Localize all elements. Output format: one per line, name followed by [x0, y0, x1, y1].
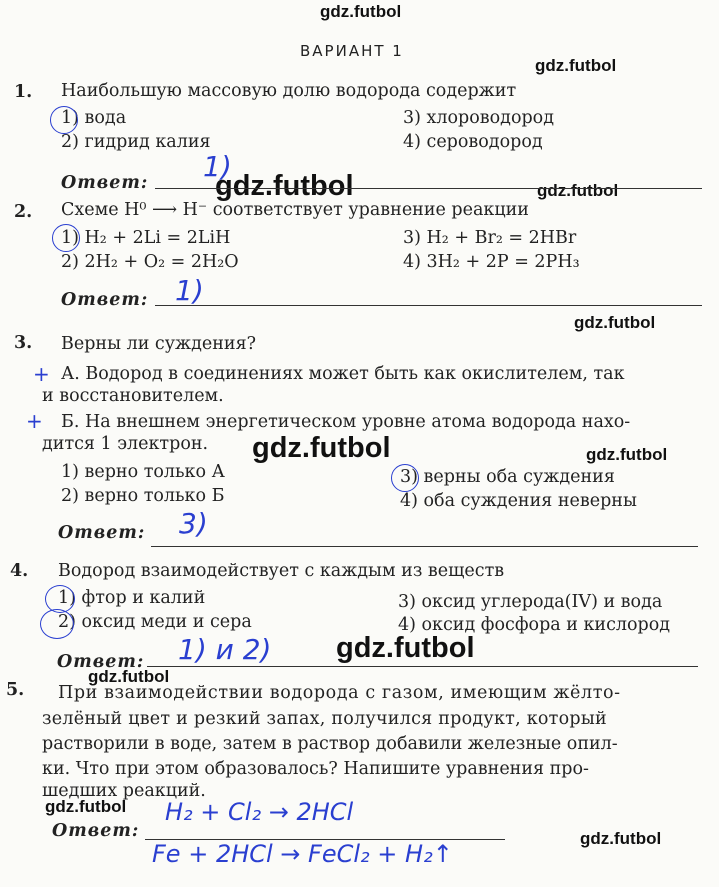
- answer-circle: [50, 106, 78, 134]
- option: 4) оба суждения неверны: [400, 491, 637, 511]
- statement-text: Б. На внешнем энергетическом уровне атома водорода нахо-: [61, 412, 631, 432]
- answer-line: [151, 546, 698, 547]
- option: 4) оксид фосфора и кислород: [398, 615, 671, 635]
- statement-text: А. Водород в соединениях может быть как окислителем, так: [61, 364, 625, 384]
- question-text-line: шедших реакций.: [42, 781, 206, 801]
- option: 1) вода: [61, 108, 127, 128]
- watermark: gdz.futbol: [215, 170, 354, 202]
- question-number: 5.: [6, 680, 25, 700]
- answer-circle: [40, 609, 74, 639]
- option: 3) оксид углерода(IV) и вода: [398, 592, 663, 612]
- question-text: Водород взаимодействует с каждым из веществ: [58, 561, 505, 581]
- handwritten-mark: +: [33, 362, 50, 386]
- handwritten-answer: 1): [203, 150, 232, 183]
- question-text-line: зелёный цвет и резкий запах, получился продукт, который: [42, 709, 607, 729]
- watermark: gdz.futbol: [45, 797, 127, 816]
- watermark: gdz.futbol: [580, 829, 662, 848]
- question-number: 4.: [10, 561, 29, 581]
- statement-text: и восстановителем.: [42, 386, 224, 406]
- question-number: 1.: [14, 82, 33, 102]
- handwritten-answer: 1) и 2): [178, 633, 272, 666]
- option: 4) сероводород: [403, 132, 543, 152]
- handwritten-answer: H₂ + Cl₂ → 2HCl: [165, 798, 354, 826]
- option: 3) хлороводород: [403, 108, 554, 128]
- option: 1) H₂ + 2Li = 2LiH: [61, 228, 231, 248]
- answer-label: Ответ:: [61, 173, 149, 193]
- handwritten-mark: +: [26, 409, 43, 433]
- option: 2) гидрид калия: [61, 132, 211, 152]
- question-number: 2.: [14, 202, 33, 222]
- question-text: Схеме H⁰ ⟶ H⁻ соответствует уравнение реакции: [61, 200, 529, 220]
- answer-label: Ответ:: [52, 821, 140, 841]
- option: 1) верно только А: [61, 462, 225, 482]
- watermark: gdz.futbol: [537, 181, 619, 200]
- handwritten-answer: 1): [175, 274, 204, 307]
- watermark: gdz.futbol: [320, 2, 402, 21]
- option: 2) оксид меди и сера: [58, 612, 252, 632]
- option: 4) 3H₂ + 2P = 2PH₃: [403, 252, 580, 272]
- page-title: ВАРИАНТ 1: [300, 42, 404, 60]
- option: 1) фтор и калий: [58, 588, 206, 608]
- option: 3) H₂ + Br₂ = 2HBr: [403, 228, 577, 248]
- answer-line: [155, 305, 702, 306]
- question-text-line: растворили в воде, затем в раствор добавили железные опил-: [42, 734, 618, 754]
- answer-line: [155, 188, 702, 189]
- handwritten-answer: Fe + 2HCl → FeCl₂ + H₂↑: [152, 840, 453, 868]
- watermark: gdz.futbol: [535, 56, 617, 75]
- question-number: 3.: [14, 333, 33, 353]
- question-text-line: При взаимодействии водорода с газом, имеющим жёлто-: [58, 683, 621, 703]
- watermark: gdz.futbol: [336, 632, 475, 664]
- watermark: gdz.futbol: [574, 313, 656, 332]
- option: 2) верно только Б: [61, 486, 225, 506]
- watermark: gdz.futbol: [88, 667, 170, 686]
- option: 3) верны оба суждения: [400, 467, 615, 487]
- watermark: gdz.futbol: [252, 432, 391, 464]
- statement-text: дится 1 электрон.: [42, 434, 209, 454]
- answer-label: Ответ:: [57, 652, 145, 672]
- answer-label: Ответ:: [58, 523, 146, 543]
- question-text: Наибольшую массовую долю водорода содержит: [61, 81, 517, 101]
- question-text: Верны ли суждения?: [61, 334, 256, 354]
- answer-label: Ответ:: [61, 290, 149, 310]
- answer-line: [147, 666, 698, 667]
- answer-circle: [52, 224, 80, 252]
- answer-circle: [391, 464, 419, 492]
- watermark: gdz.futbol: [586, 445, 668, 464]
- question-text-line: ки. Что при этом образовалось? Напишите уравнения про-: [42, 759, 589, 779]
- option: 2) 2H₂ + O₂ = 2H₂O: [61, 252, 239, 272]
- handwritten-answer: 3): [179, 507, 208, 540]
